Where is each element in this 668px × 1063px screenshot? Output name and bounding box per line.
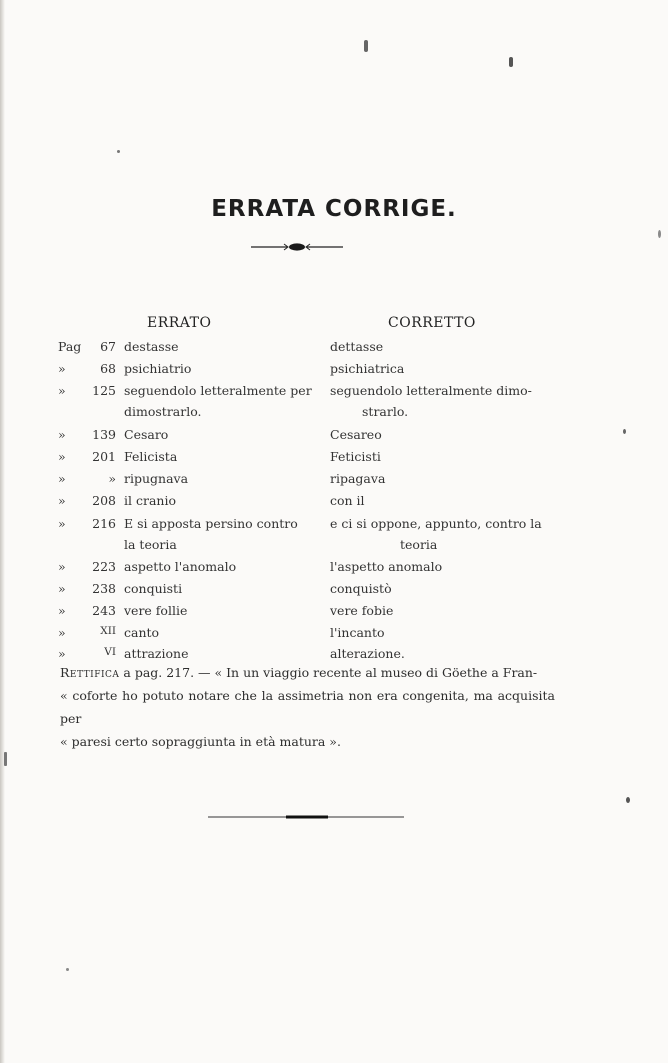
row-corretto: strarlo. — [362, 404, 409, 419]
row-errato: ripugnava — [124, 471, 189, 486]
row-prefix: » — [58, 516, 66, 531]
row-prefix: » — [58, 559, 66, 574]
row-errato: E si apposta persino contro — [124, 516, 298, 531]
errata-row — [0, 493, 668, 515]
rettifica-line: « paresi certo sopraggiunta in età matura ». — [60, 734, 341, 749]
row-corretto: conquistò — [330, 581, 392, 596]
paper-speck — [66, 968, 69, 971]
errata-row — [0, 427, 668, 449]
row-errato: vere follie — [124, 603, 188, 618]
row-corretto: Cesareo — [330, 427, 382, 442]
row-page: 201 — [92, 449, 116, 464]
paper-speck — [658, 230, 661, 238]
row-errato: il cranio — [124, 493, 176, 508]
row-corretto: ripagava — [330, 471, 386, 486]
row-prefix: » — [58, 493, 66, 508]
row-corretto: l'aspetto anomalo — [330, 559, 443, 574]
row-page: 223 — [92, 559, 116, 574]
row-page: 68 — [100, 361, 116, 376]
row-prefix: Pag — [58, 339, 82, 354]
row-page: 243 — [92, 603, 116, 618]
row-page: XII — [100, 625, 116, 637]
errata-row — [0, 559, 668, 581]
errata-row — [0, 625, 668, 647]
row-page: 139 — [92, 427, 116, 442]
row-page: 67 — [100, 339, 116, 354]
row-corretto: e ci si oppone, appunto, contro la — [330, 516, 542, 531]
row-corretto: vere fobie — [330, 603, 394, 618]
row-corretto: teoria — [400, 537, 438, 552]
row-corretto: l'incanto — [330, 625, 385, 640]
rettifica-text: a pag. 217. — « In un viaggio recente al museo di Göethe a Fran- — [123, 665, 538, 680]
closing-rule — [208, 815, 404, 819]
rettifica-label: Rettifica — [60, 665, 120, 680]
errata-row — [0, 361, 668, 383]
errata-row — [0, 449, 668, 471]
paper-speck — [623, 429, 626, 434]
header-errato: ERRATO — [147, 315, 212, 331]
header-corretto: CORRETTO — [388, 315, 476, 331]
errata-row — [0, 383, 668, 405]
row-errato: destasse — [124, 339, 179, 354]
errata-row — [0, 603, 668, 625]
row-errato: aspetto l'anomalo — [124, 559, 237, 574]
errata-row — [0, 404, 668, 426]
row-errato: Felicista — [124, 449, 178, 464]
row-page: » — [108, 471, 116, 486]
row-page: 125 — [92, 383, 116, 398]
title-ornament — [251, 241, 343, 253]
row-errato: attrazione — [124, 646, 189, 661]
row-errato: conquisti — [124, 581, 183, 596]
row-prefix: » — [58, 625, 66, 640]
row-errato: la teoria — [124, 537, 177, 552]
errata-row — [0, 537, 668, 559]
row-page: 238 — [92, 581, 116, 596]
paper-speck — [626, 797, 630, 803]
row-page: 216 — [92, 516, 116, 531]
row-errato: canto — [124, 625, 160, 640]
rettifica-line: « coforte ho potuto notare che la assimetria non era congenita, ma acquisita per — [60, 688, 555, 726]
errata-row — [0, 516, 668, 538]
rettifica-line — [60, 661, 555, 684]
page-title: ERRATA CORRIGE. — [211, 196, 457, 222]
paper-speck — [364, 40, 368, 52]
row-errato: dimostrarlo. — [124, 404, 202, 419]
errata-row — [0, 471, 668, 493]
errata-row — [0, 581, 668, 603]
row-prefix: » — [58, 449, 66, 464]
row-prefix: » — [58, 383, 66, 398]
row-prefix: » — [58, 646, 66, 661]
paper-speck — [509, 57, 513, 67]
row-prefix: » — [58, 361, 66, 376]
row-prefix: » — [58, 581, 66, 596]
row-prefix: » — [58, 603, 66, 618]
row-page: VI — [104, 646, 116, 658]
row-corretto: con il — [330, 493, 365, 508]
rettifica-note — [60, 661, 555, 753]
row-corretto: seguendolo letteralmente dimo- — [330, 383, 532, 398]
row-errato: Cesaro — [124, 427, 169, 442]
row-corretto: dettasse — [330, 339, 384, 354]
row-corretto: alterazione. — [330, 646, 405, 661]
row-corretto: psichiatrica — [330, 361, 405, 376]
row-prefix: » — [58, 471, 66, 486]
row-errato: psichiatrio — [124, 361, 192, 376]
paper-speck — [4, 752, 7, 766]
row-prefix: » — [58, 427, 66, 442]
row-page: 208 — [92, 493, 116, 508]
row-corretto: Feticisti — [330, 449, 381, 464]
errata-row — [0, 339, 668, 361]
paper-speck — [117, 150, 120, 153]
row-errato: seguendolo letteralmente per — [124, 383, 312, 398]
